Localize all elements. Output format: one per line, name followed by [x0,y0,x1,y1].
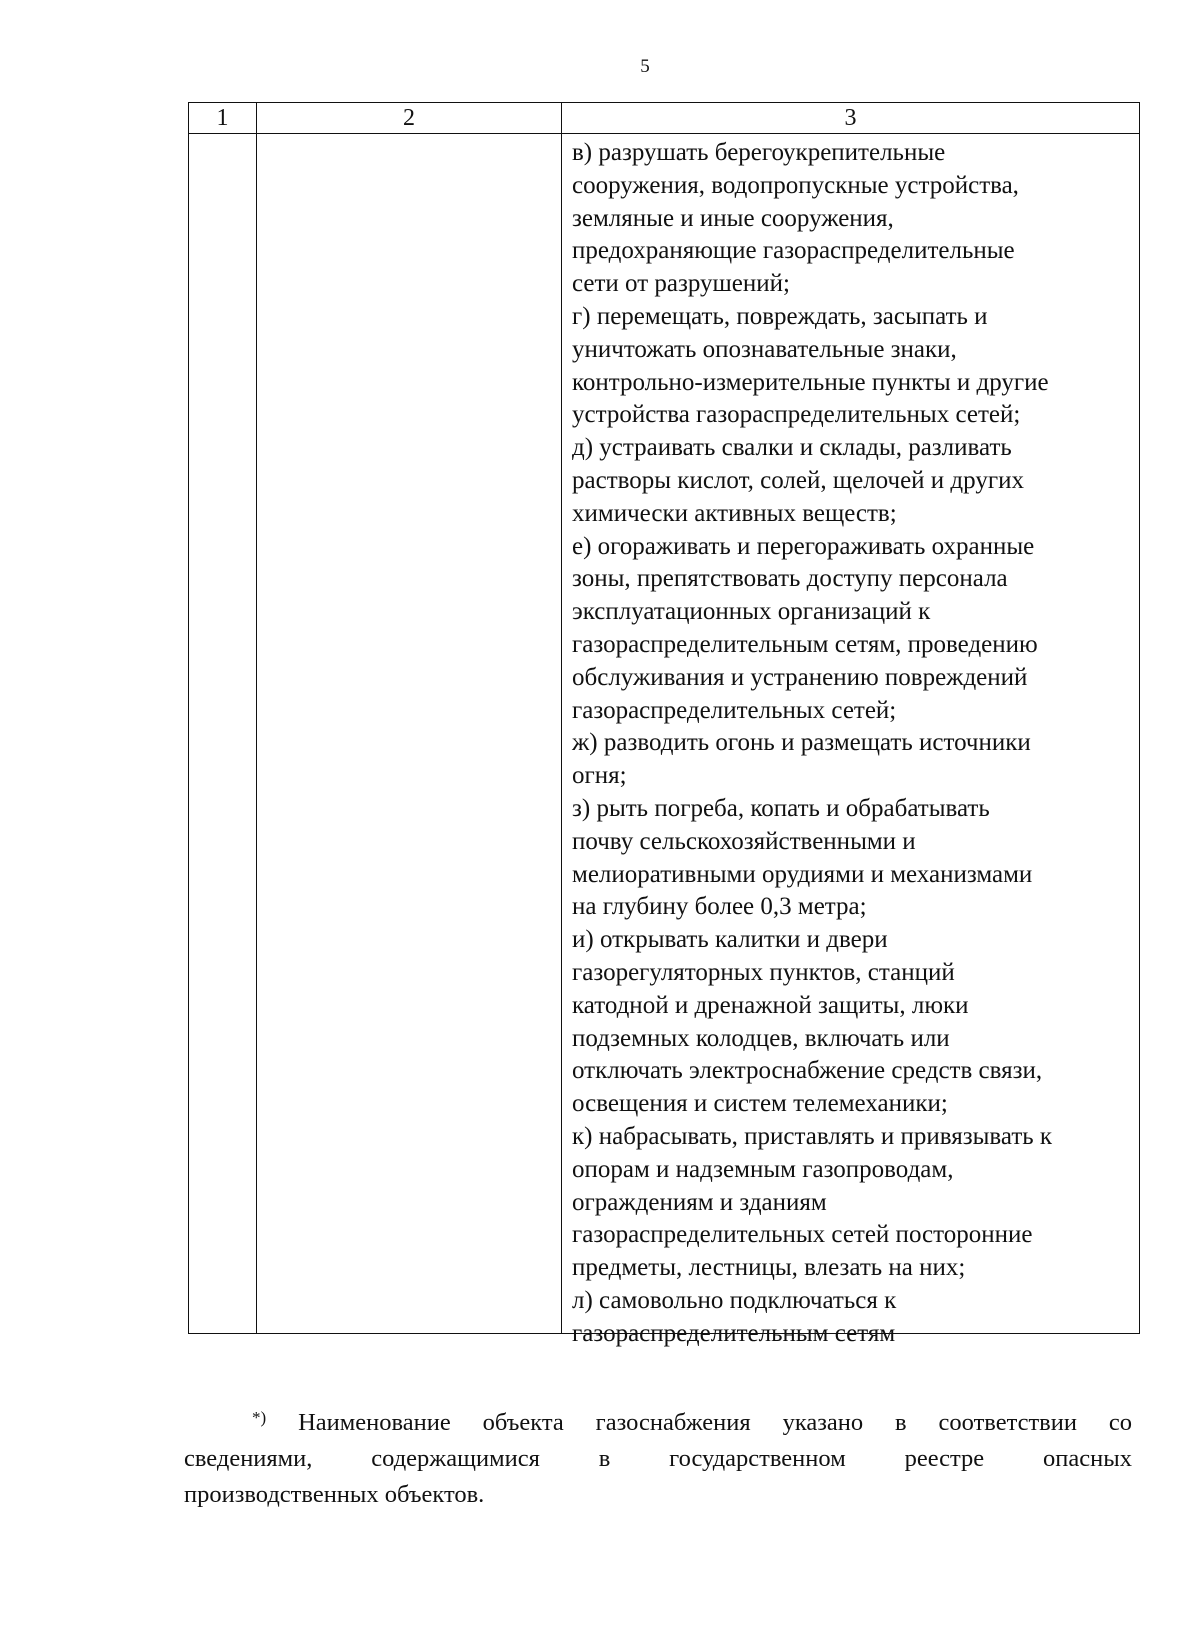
list-item: сети от разрушений; [572,270,790,298]
list-item: в) разрушать берегоукрепительные [572,139,946,166]
body-cell-1 [189,134,257,1334]
list-item: з) рыть погреба, копать и обрабатывать [572,794,990,822]
list-item: отключать электроснабжение средств связи, [572,1057,1043,1085]
list-item: катодной и дренажной защиты, люки [572,991,969,1019]
list-item: эксплуатационных организаций к [572,598,931,626]
table-header-row [189,103,1140,134]
list-item: химически активных веществ; [572,499,897,527]
list-item: газорегуляторных пунктов, станций [572,958,955,986]
footnote-line-1-text: Наименование объекта газоснабжения указано в соответствии со [298,1409,1133,1436]
table-row [189,134,1140,1334]
list-item: огня; [572,762,627,790]
list-item: е) огораживать и перегораживать охранные [572,532,1035,560]
prohibitions-list [562,134,1139,1347]
footnote-line-1 [184,1400,1132,1441]
list-item: подземных колодцев, включать или [572,1024,950,1052]
list-item: сооружения, водопропускные устройства, [572,171,1019,199]
list-item: ограждениям и зданиям [572,1188,827,1216]
header-cell-1: 1 [189,103,257,134]
footnote [184,1400,1132,1513]
list-item: уничтожать опознавательные знаки, [572,335,957,363]
requirements-table [188,102,1140,1347]
page-number: 5 [640,56,650,77]
list-item: обслуживания и устранению повреждений [572,663,1028,691]
list-item: мелиоративными орудиями и механизмами [572,860,1033,888]
list-item: зоны, препятствовать доступу персонала [572,565,1008,593]
list-item: почву сельскохозяйственными и [572,827,916,855]
table-header [189,103,1140,134]
list-item: опорам и надземным газопроводам, [572,1155,954,1183]
list-item: к) набрасывать, приставлять и привязывать к [572,1122,1053,1150]
list-item: ж) разводить огонь и размещать источники [572,729,1031,757]
list-item: устройства газораспределительных сетей; [572,401,1021,429]
body-cell-2 [257,134,562,1334]
list-item: растворы кислот, солей, щелочей и других [572,466,1024,494]
header-cell-2: 2 [257,103,562,134]
footnote-marker: *) [252,1408,267,1427]
list-item: газораспределительным сетям, проведению [572,630,1038,658]
list-item: л) самовольно подключаться к [572,1286,897,1314]
list-item: газораспределительным сетям [572,1319,896,1347]
list-item: предметы, лестницы, влезать на них; [572,1254,966,1282]
footnote-line-3: производственных объектов. [184,1481,485,1508]
list-item: газораспределительных сетей; [572,696,897,724]
list-item: г) перемещать, повреждать, засыпать и [572,302,988,330]
body-cell-3 [562,134,1140,1347]
list-item: газораспределительных сетей посторонние [572,1221,1033,1249]
list-item: предохраняющие газораспределительные [572,237,1015,265]
list-item: контрольно-измерительные пункты и другие [572,368,1049,396]
list-item: земляные и иные сооружения, [572,204,894,232]
list-item: освещения и систем телемеханики; [572,1090,948,1118]
header-cell-3: 3 [562,103,1140,134]
list-item: и) открывать калитки и двери [572,926,888,954]
list-item: д) устраивать свалки и склады, разливать [572,434,1012,462]
footnote-line-2: сведениями, содержащимися в государственном реестре опасных [184,1445,1132,1472]
list-item: на глубину более 0,3 метра; [572,893,867,921]
